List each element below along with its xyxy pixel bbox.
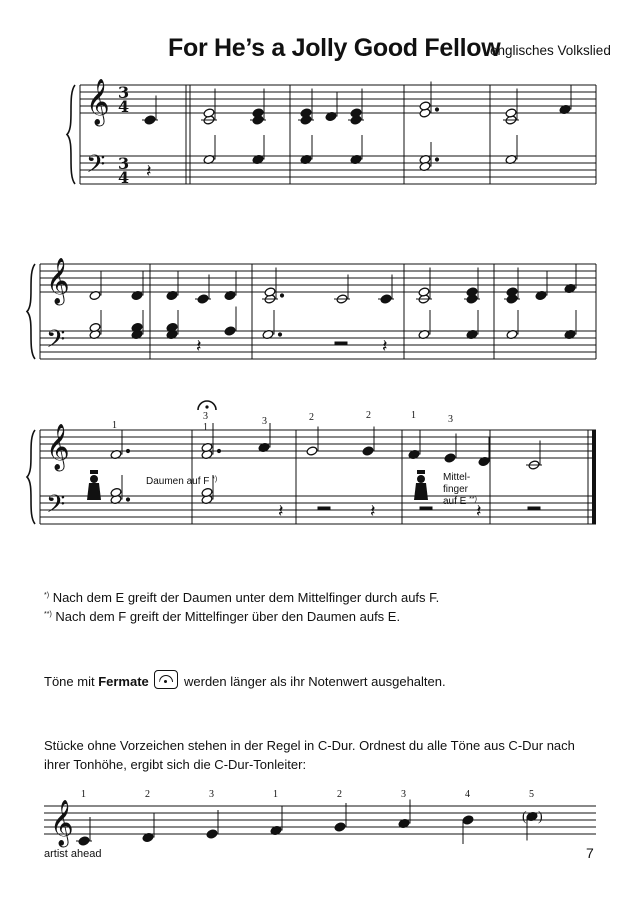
pianist-body (414, 483, 428, 500)
brace (27, 264, 35, 359)
bass-clef-icon: 𝄢 (46, 490, 66, 525)
daumen-annotation: Daumen auf F *) (146, 476, 218, 487)
note-head-filled (462, 815, 474, 825)
bass-clef-icon: 𝄢 (46, 325, 66, 360)
note-head-filled (224, 326, 236, 336)
time-signature-bottom: 4 (118, 97, 130, 116)
note-head-open (306, 446, 318, 456)
scale-fingering: 2 (337, 789, 342, 800)
augmentation-dot (278, 333, 281, 336)
footnote-1: *) Nach dem E greift der Daumen unter dem Mittelfinger durch aufs F. (44, 590, 440, 605)
augmentation-dot (217, 449, 220, 452)
quarter-rest-icon: 𝄽 (382, 336, 388, 357)
page-number: 7 (586, 845, 594, 861)
note-head-filled (334, 822, 346, 832)
note-head-filled (444, 453, 456, 463)
bass-clef-icon: 𝄢 (86, 150, 106, 185)
scale-fingering: 3 (401, 789, 406, 800)
quarter-rest-icon: 𝄽 (146, 161, 152, 182)
treble-clef-icon: 𝄞 (50, 800, 74, 846)
publisher-name: artist ahead (44, 848, 102, 860)
note-head-filled (206, 829, 218, 839)
song-origin: englisches Volkslied (490, 43, 611, 58)
quarter-rest-icon: 𝄽 (370, 501, 376, 522)
scale-fingering: 5 (529, 789, 534, 800)
scale-fingering: 1 (273, 789, 278, 800)
quarter-rest-icon: 𝄽 (196, 336, 202, 357)
brace (67, 85, 75, 184)
fermata-icon (154, 670, 178, 689)
pianist-head (417, 475, 425, 483)
fingering-number: 3 (262, 416, 267, 427)
pianist-hat (417, 470, 425, 474)
quarter-rest-icon: 𝄽 (278, 501, 284, 522)
augmentation-dot (435, 158, 438, 161)
time-signature-top: 3 (118, 83, 130, 102)
scale-fingering: 1 (81, 789, 86, 800)
augmentation-dot (435, 108, 438, 111)
treble-clef-icon: 𝄞 (46, 424, 70, 470)
pianist-body (87, 483, 101, 500)
fingering-number: 3 (448, 414, 453, 425)
fingering-number: 2 (309, 412, 314, 423)
time-signature-top: 3 (118, 154, 130, 173)
staff-lines (27, 85, 596, 834)
fingering-number: 2 (366, 410, 371, 421)
augmentation-dot (126, 498, 129, 501)
half-rest (318, 507, 330, 510)
note-head-filled (362, 446, 374, 456)
fingering-number: 1 (411, 410, 416, 421)
augmentation-dot (280, 294, 283, 297)
scale-fingering: 2 (145, 789, 150, 800)
treble-clef-icon: 𝄞 (46, 258, 70, 304)
brace (27, 430, 35, 524)
scale-fingering: 4 (465, 789, 470, 800)
scale-paragraph: Stücke ohne Vorzeichen stehen in der Regel in C-Dur. Ordnest du alle Töne aus C-Dur nach ihrer Tonhöhe, ergibt sich die C-Dur-Tonleiter: (44, 738, 575, 772)
half-rest (528, 507, 540, 510)
mittelfinger-annotation: Mittel- finger auf E **) (443, 472, 477, 507)
fermata-sentence: Töne mit Fermate werden länger als ihr Notenwert ausgehalten. (44, 670, 446, 691)
page-title: For He’s a Jolly Good Fellow (168, 34, 501, 62)
fingering-number: 1 (203, 422, 208, 433)
footnote-2: **) Nach dem F greift der Mittelfinger über den Daumen aufs E. (44, 609, 401, 624)
fingering-number: 1 (112, 420, 117, 431)
quarter-rest-icon: 𝄽 (476, 501, 482, 522)
half-rest (420, 507, 432, 510)
half-rest (335, 342, 347, 345)
time-signature-bottom: 4 (118, 168, 130, 187)
treble-clef-icon: 𝄞 (86, 79, 110, 125)
fingering-number: 3 (203, 411, 208, 422)
paren-open: ( (522, 809, 527, 825)
augmentation-dot (126, 449, 129, 452)
scale-fingering: 3 (209, 789, 214, 800)
paren-close: ) (538, 809, 543, 825)
fermata-dot (205, 405, 208, 408)
score-marks (46, 79, 543, 848)
pianist-hat (90, 470, 98, 474)
pianist-head (90, 475, 98, 483)
notes (76, 82, 576, 847)
